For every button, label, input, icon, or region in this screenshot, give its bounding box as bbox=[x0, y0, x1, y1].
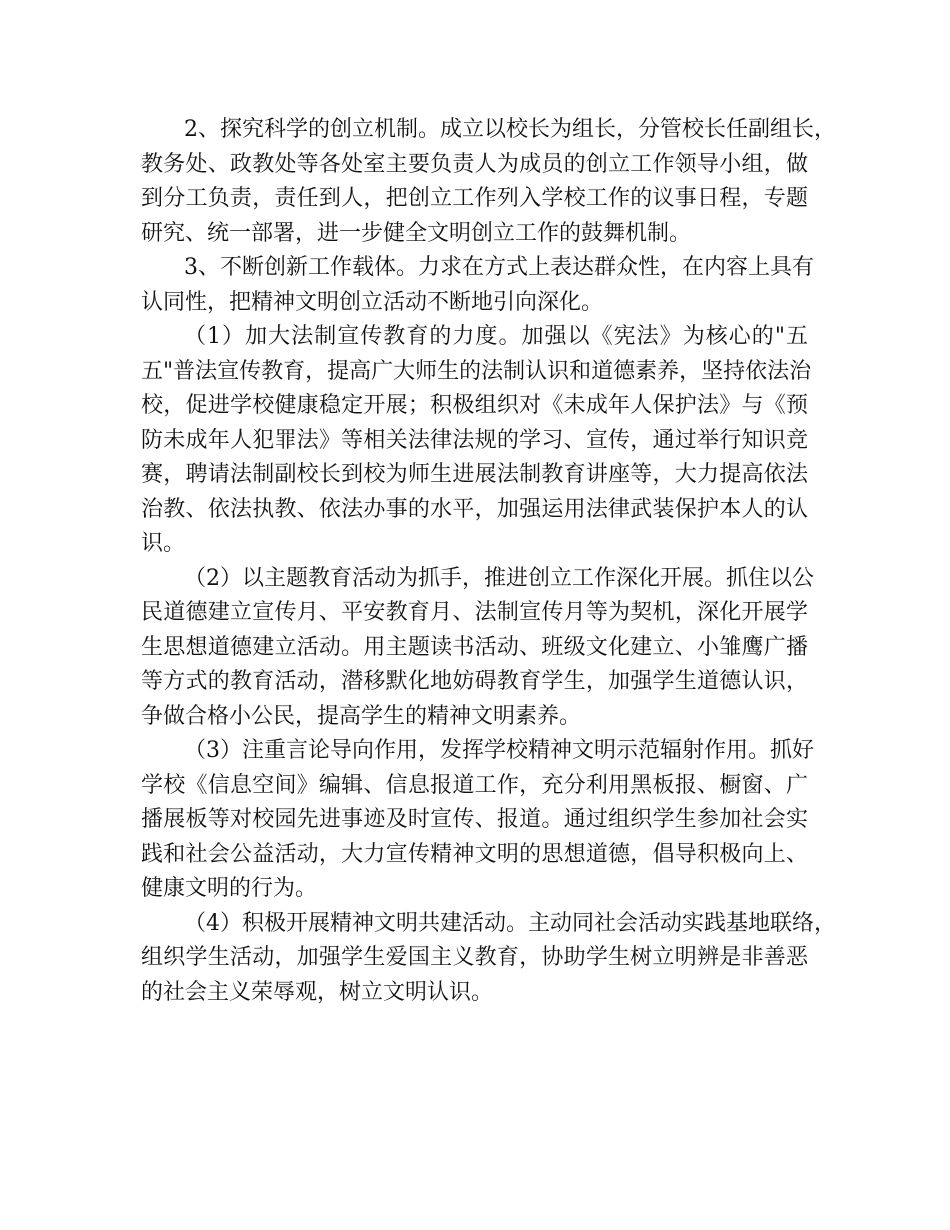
text-line: 争做合格小公民，提高学生的精神文明素养。 bbox=[141, 703, 582, 729]
text-line: 识。 bbox=[141, 531, 186, 556]
text-line: 播展板等对校园先进事迹及时宣传、报道。通过组织学生参加社会实 bbox=[141, 807, 808, 832]
text-line: 等方式的教育活动，潜移默化地妨碍教育学生，加强学生道德认识， bbox=[141, 669, 808, 694]
text-line: 认同性，把精神文明创立活动不断地引向深化。 bbox=[141, 289, 604, 315]
text-line: 研究、统一部署，进一步健全文明创立工作的鼓舞机制。 bbox=[141, 220, 692, 246]
text-line: 践和社会公益活动，大力宣传精神文明的思想道德，倡导积极向上、 bbox=[141, 841, 808, 867]
text-line: 组织学生活动，加强学生爱国主义教育，协助学生树立明辨是非善恶 bbox=[141, 945, 808, 970]
text-line: 学校《信息空间》编辑、信息报道工作，充分利用黑板报、橱窗、广 bbox=[141, 772, 808, 798]
text-line: 民道德建立宣传月、平安教育月、法制宣传月等为契机，深化开展学 bbox=[141, 600, 808, 625]
text-line: （1）加大法制宣传教育的力度。加强以《宪法》为核心的"五 bbox=[184, 324, 808, 349]
text-line: 3、不断创新工作载体。力求在方式上表达群众性，在内容上具有 bbox=[184, 255, 814, 280]
text-line: 健康文明的行为。 bbox=[141, 876, 318, 901]
text-line: （3）注重言论导向作用，发挥学校精神文明示范辐射作用。抓好 bbox=[184, 738, 814, 763]
text-line: 生思想道德建立活动。用主题读书活动、班级文化建立、小雏鹰广播 bbox=[141, 634, 808, 660]
text-line: 到分工负责，责任到人，把创立工作列入学校工作的议事日程，专题 bbox=[141, 186, 808, 211]
text-line: （2）以主题教育活动为抓手，推进创立工作深化开展。抓住以公 bbox=[184, 565, 814, 591]
text-line: 赛，聘请法制副校长到校为师生进展法制教育讲座等，大力提高依法 bbox=[141, 462, 808, 487]
text-line: 防未成年人犯罪法》等相关法律法规的学习、宣传，通过举行知识竞 bbox=[141, 427, 808, 453]
text-line: 校，促进学校健康稳定开展；积极组织对《未成年人保护法》与《预 bbox=[141, 393, 808, 418]
text-line: （4）积极开展精神文明共建活动。主动同社会活动实践基地联络， bbox=[184, 910, 836, 936]
text-line: 2、探究科学的创立机制。成立以校长为组长，分管校长任副组长， bbox=[184, 117, 836, 142]
text-line: 教务处、政教处等各处室主要负责人为成员的创立工作领导小组，做 bbox=[141, 151, 808, 177]
text-line: 五"普法宣传教育，提高广大师生的法制认识和道德素养，坚持依法治 bbox=[141, 358, 812, 384]
text-line: 的社会主义荣辱观，树立文明认识。 bbox=[141, 979, 494, 1005]
text-line: 治教、依法执教、依法办事的水平，加强运用法律武装保护本人的认 bbox=[141, 496, 808, 522]
